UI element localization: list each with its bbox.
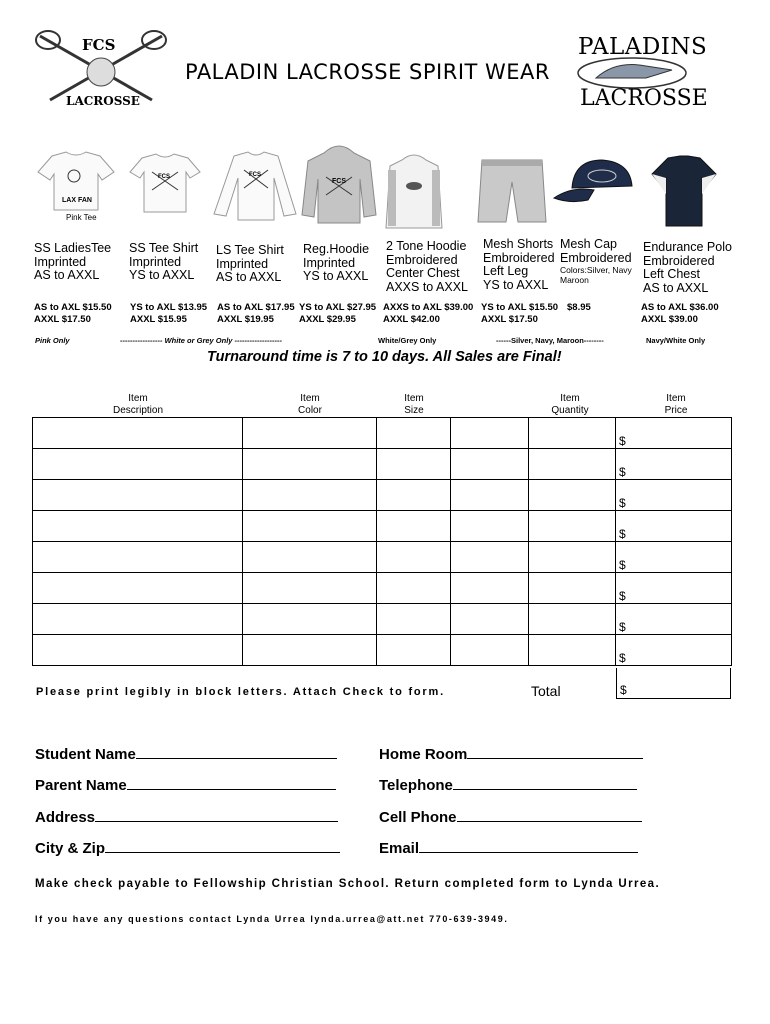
mesh-shorts-image (476, 156, 548, 228)
product-desc-polo: Endurance Polo Embroidered Left Chest AS to AXXL (643, 240, 732, 295)
price-polo: AS to AXL $36.00 AXXL $39.00 (641, 302, 719, 325)
description-cell[interactable] (33, 604, 243, 635)
description-cell[interactable] (33, 573, 243, 604)
note-white-grey-hoodie: White/Grey Only (378, 336, 437, 345)
size-cell-a[interactable] (377, 418, 451, 449)
quantity-cell[interactable] (529, 542, 616, 573)
print-legibly-instruction: Please print legibly in block letters. Attach Check to form. (36, 686, 445, 698)
color-cell[interactable] (243, 542, 377, 573)
price-mesh-shorts: YS to AXL $15.50 AXXL $17.50 (481, 302, 559, 325)
description-cell[interactable] (33, 542, 243, 573)
note-cap-colors: ------Silver, Navy, Maroon-------- (496, 336, 604, 345)
color-cell[interactable] (243, 449, 377, 480)
price-two-tone-hoodie: AXXS to AXL $39.00 AXXL $42.00 (383, 302, 474, 325)
table-row (33, 635, 732, 666)
left-logo-top-text: FCS (82, 36, 116, 54)
size-cell-a[interactable] (377, 573, 451, 604)
size-cell-a[interactable] (377, 635, 451, 666)
right-logo-bottom-text: LACROSSE (580, 86, 708, 111)
size-cell-b[interactable] (451, 635, 529, 666)
note-pink-only: Pink Only (35, 336, 70, 345)
contact-info: If you have any questions contact Lynda Urrea lynda.urrea@att.net 770-639-3949. (35, 914, 509, 924)
ss-tee-print: FCS (158, 174, 170, 180)
price-ladies-tee: AS to AXL $15.50 AXXL $17.50 (34, 302, 112, 325)
pink-tee-image (36, 150, 116, 236)
ss-tee-image (128, 150, 202, 220)
endurance-polo-image (650, 154, 718, 230)
fcs-lacrosse-logo (34, 26, 168, 112)
table-row (33, 511, 732, 542)
price-ls-tee: AS to AXL $17.95 AXXL $19.95 (217, 302, 295, 325)
size-cell-a[interactable] (377, 511, 451, 542)
size-cell-b[interactable] (451, 418, 529, 449)
description-cell[interactable] (33, 635, 243, 666)
price-hoodie: YS to AXL $27.95 AXXL $29.95 (299, 302, 377, 325)
total-currency: $ (620, 683, 627, 697)
student-name-field[interactable]: Student Name (35, 744, 337, 763)
description-cell[interactable] (33, 449, 243, 480)
color-cell[interactable] (243, 604, 377, 635)
knight-helmet-icon (576, 56, 688, 90)
description-cell[interactable] (33, 418, 243, 449)
price-cell[interactable]: $ (616, 418, 732, 449)
price-cell[interactable]: $ (616, 511, 732, 542)
price-cell[interactable]: $ (616, 542, 732, 573)
total-label: Total (531, 683, 561, 699)
product-desc-mesh-shorts: Mesh Shorts Embroidered Left Leg YS to AXXL (483, 237, 555, 292)
size-cell-a[interactable] (377, 604, 451, 635)
description-cell[interactable] (33, 511, 243, 542)
color-cell[interactable] (243, 635, 377, 666)
cell-phone-field[interactable]: Cell Phone (379, 807, 642, 826)
size-cell-a[interactable] (377, 480, 451, 511)
note-white-grey-tees: ----------------- White or Grey Only ------------------- (120, 336, 283, 345)
header-item-price: Item Price (664, 393, 688, 416)
size-cell-b[interactable] (451, 542, 529, 573)
size-cell-a[interactable] (377, 542, 451, 573)
telephone-field[interactable]: Telephone (379, 775, 637, 794)
two-tone-hoodie-image (384, 152, 444, 232)
color-cell[interactable] (243, 573, 377, 604)
price-cell[interactable]: $ (616, 635, 732, 666)
right-logo-top-text: PALADINS (578, 34, 708, 60)
header-item-size: Item Size (404, 393, 424, 416)
address-field[interactable]: Address (35, 807, 338, 826)
total-field[interactable] (616, 668, 731, 699)
quantity-cell[interactable] (529, 635, 616, 666)
product-desc-ls-tee: LS Tee Shirt Imprinted AS to AXXL (216, 243, 284, 284)
city-zip-field[interactable]: City & Zip (35, 838, 340, 857)
email-field[interactable]: Email (379, 838, 638, 857)
size-cell-b[interactable] (451, 480, 529, 511)
left-logo-bottom-text: LACROSSE (66, 94, 140, 108)
size-cell-b[interactable] (451, 604, 529, 635)
size-cell-a[interactable] (377, 449, 451, 480)
table-row (33, 418, 732, 449)
header-item-color: Item Color (298, 393, 322, 416)
price-cell[interactable]: $ (616, 480, 732, 511)
table-row (33, 449, 732, 480)
pink-tee-print: LAX FAN (62, 197, 92, 204)
quantity-cell[interactable] (529, 449, 616, 480)
price-mesh-cap: $8.95 (567, 302, 591, 313)
product-desc-hoodie: Reg.Hoodie Imprinted YS to AXXL (303, 242, 370, 283)
ls-tee-print: FCS (249, 172, 261, 178)
turnaround-notice: Turnaround time is 7 to 10 days. All Sales are Final! (207, 349, 562, 365)
price-cell[interactable]: $ (616, 604, 732, 635)
size-cell-b[interactable] (451, 573, 529, 604)
size-cell-b[interactable] (451, 449, 529, 480)
color-cell[interactable] (243, 511, 377, 542)
quantity-cell[interactable] (529, 511, 616, 542)
quantity-cell[interactable] (529, 573, 616, 604)
mesh-cap-image (552, 156, 638, 212)
parent-name-field[interactable]: Parent Name (35, 775, 336, 794)
product-desc-two-tone-hoodie: 2 Tone Hoodie Embroidered Center Chest AXXS to AXXL (386, 239, 468, 294)
ls-tee-image (212, 150, 298, 224)
paladins-lacrosse-logo (572, 34, 708, 114)
hoodie-print: FCS (332, 178, 346, 185)
quantity-cell[interactable] (529, 418, 616, 449)
table-row (33, 573, 732, 604)
table-row (33, 480, 732, 511)
color-cell[interactable] (243, 480, 377, 511)
note-navy-white: Navy/White Only (646, 336, 706, 345)
quantity-cell[interactable] (529, 604, 616, 635)
header-item-quantity: Item Quantity (551, 393, 589, 416)
pink-tee-label: Pink Tee (66, 213, 97, 222)
page-title: PALADIN LACROSSE SPIRIT WEAR (185, 60, 551, 84)
hoodie-image (300, 143, 378, 227)
price-ss-tee: YS to AXL $13.95 AXXL $15.95 (130, 302, 208, 325)
header-item-description: Item Description (112, 393, 164, 416)
product-desc-ss-tee: SS Tee Shirt Imprinted YS to AXXL (129, 241, 199, 282)
table-row (33, 542, 732, 573)
payable-instruction: Make check payable to Fellowship Christian School. Return completed form to Lynda Urrea. (35, 878, 661, 890)
price-cell[interactable]: $ (616, 573, 732, 604)
home-room-field[interactable]: Home Room (379, 744, 643, 763)
description-cell[interactable] (33, 480, 243, 511)
product-desc-mesh-cap: Mesh Cap Embroidered Colors:Silver, Navy Maroon (560, 237, 632, 285)
price-cell[interactable]: $ (616, 449, 732, 480)
product-desc-ladies-tee: SS LadiesTee Imprinted AS to AXXL (34, 241, 112, 282)
quantity-cell[interactable] (529, 480, 616, 511)
table-row (33, 604, 732, 635)
color-cell[interactable] (243, 418, 377, 449)
order-table (32, 417, 732, 666)
size-cell-b[interactable] (451, 511, 529, 542)
